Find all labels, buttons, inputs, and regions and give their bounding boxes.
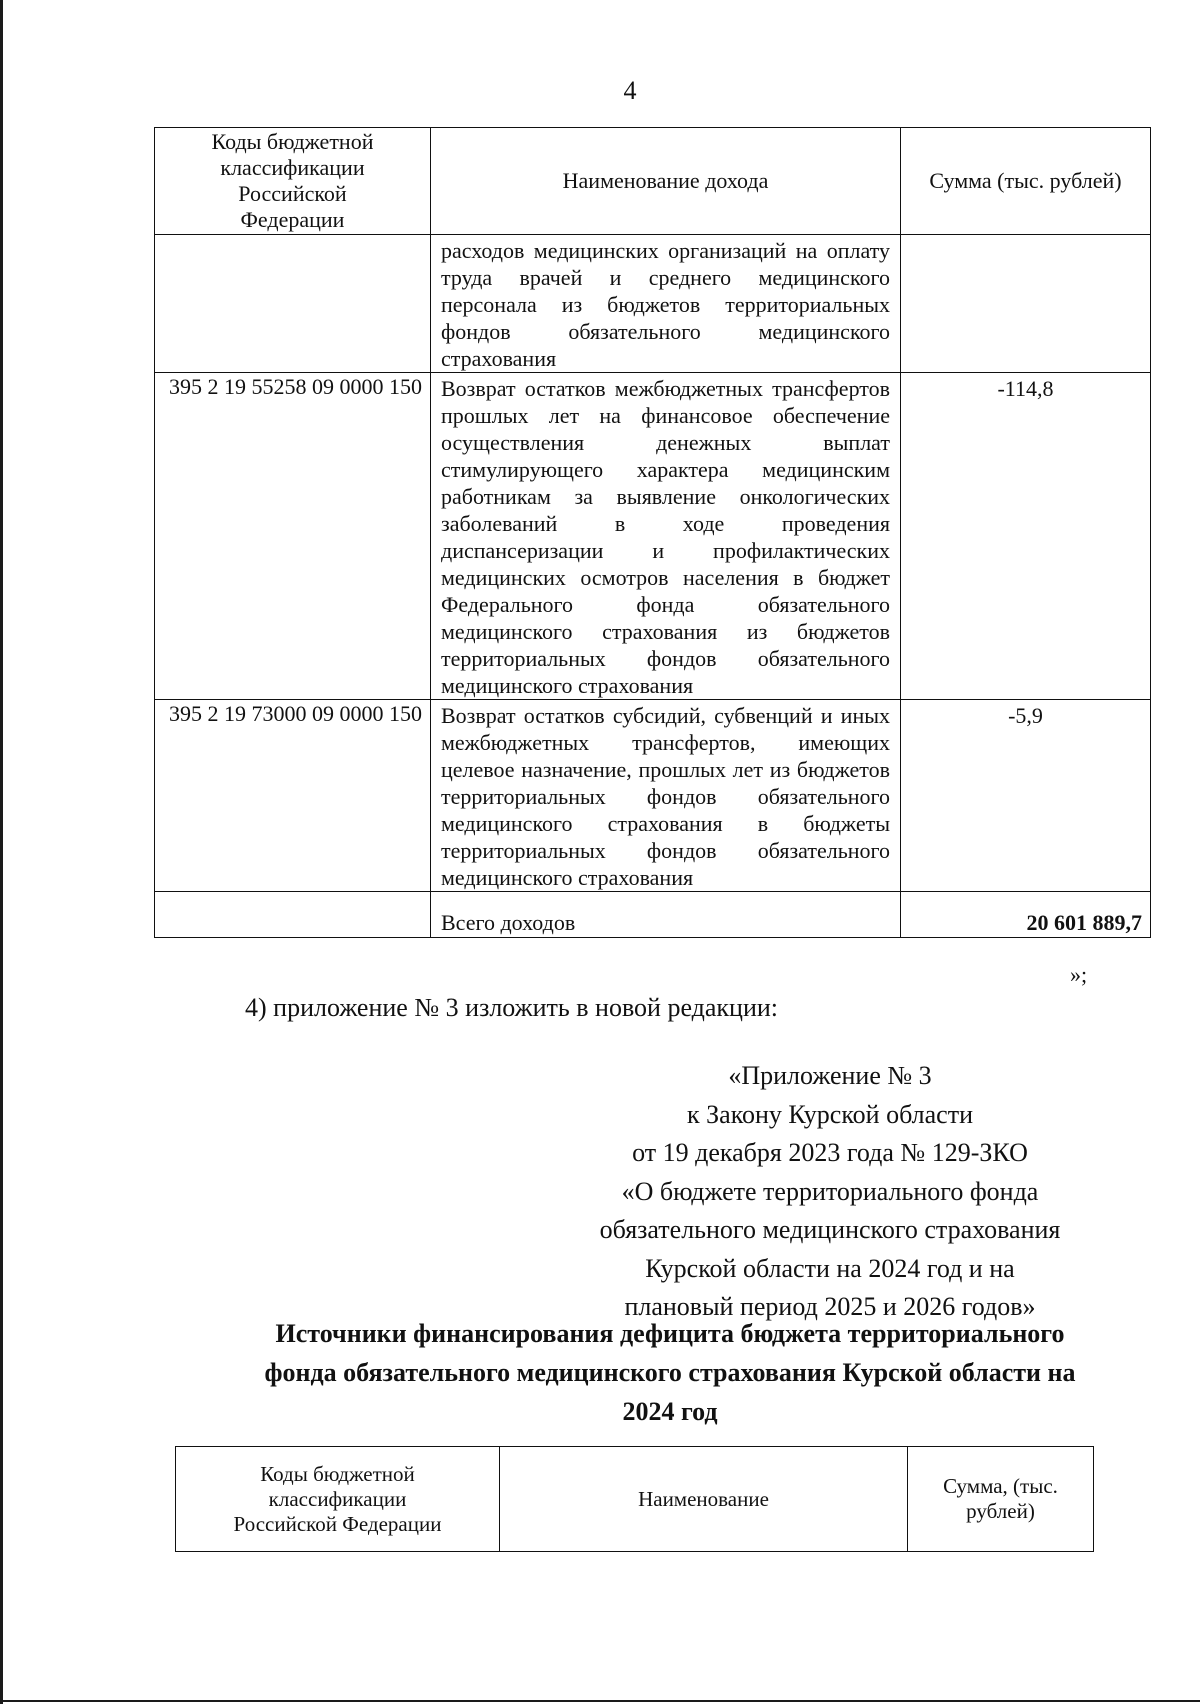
table-row — [155, 373, 1151, 700]
total-label: Всего доходов — [431, 892, 901, 938]
appendix-line: от 19 декабря 2023 года № 129-ЗКО — [632, 1138, 1028, 1167]
clause-text: 4) приложение № 3 изложить в новой редакции: — [245, 993, 779, 1022]
income-table — [154, 127, 1151, 938]
row-sum — [901, 235, 1151, 373]
income-table-header-row — [155, 128, 1151, 235]
table-row — [155, 700, 1151, 892]
total-row — [155, 892, 1151, 938]
appendix-line: «О бюджете территориального фонда — [621, 1176, 1039, 1206]
sources-header-name: Наименование — [500, 1447, 908, 1552]
row-sum: -114,8 — [901, 373, 1151, 700]
closing-quote: »; — [1070, 962, 1088, 987]
page-number: 4 — [623, 76, 637, 105]
scan-edge-bottom — [0, 1700, 1200, 1702]
sources-table — [175, 1446, 1094, 1552]
appendix-line: к Закону Курской области — [687, 1099, 973, 1129]
appendix-line: плановый период 2025 и 2026 годов» — [624, 1292, 1036, 1321]
row-name: Возврат остатков межбюджетных трансфертов прошлых лет на финансовое обеспечение осуществления денежных выплат стимулирующего характера медицинским работникам за выявление онкологических заболеваний в ходе проведения диспансеризации и профилактических медицинских осмотров населения в бюджет Федерального фонда обязательного медицинского страхования из бюджетов территориальных фондов обязательного медицинского страхования — [431, 373, 901, 700]
sources-title: Источники финансирования дефицита бюджета территориального фонда обязательного медицинского страхования Курской области на 2024 год — [264, 1319, 1076, 1426]
row-name: расходов медицинских организаций на оплату труда врачей и среднего медицинского персонала из бюджетов территориальных фондов обязательного медицинского страхования — [431, 235, 901, 373]
appendix-header — [570, 1057, 1090, 1327]
total-sum: 20 601 889,7 — [901, 892, 1151, 938]
sources-table-header-row — [176, 1447, 1094, 1552]
row-code — [155, 235, 431, 373]
income-header-name: Наименование дохода — [431, 128, 901, 235]
scan-edge-left — [0, 0, 3, 1704]
appendix-line: обязательного медицинского страхования — [599, 1215, 1061, 1244]
row-code: 395 2 19 73000 09 0000 150 — [155, 700, 431, 892]
row-name: Возврат остатков субсидий, субвенций и иных межбюджетных трансфертов, имеющих целевое назначение, прошлых лет из бюджетов территориальных фондов обязательного медицинского страхования в бюджеты территориальных фондов обязательного медицинского страхования — [431, 700, 901, 892]
appendix-line: «Приложение № 3 — [728, 1061, 932, 1090]
income-header-sum: Сумма (тыс. рублей) — [901, 128, 1151, 235]
income-header-code: Коды бюджетной классификации Российской Федерации — [155, 128, 431, 235]
row-sum: -5,9 — [901, 700, 1151, 892]
row-code: 395 2 19 55258 09 0000 150 — [155, 373, 431, 700]
appendix-line: Курской области на 2024 год и на — [645, 1253, 1015, 1283]
total-code-cell — [155, 892, 431, 938]
table-row — [155, 235, 1151, 373]
sources-header-code: Коды бюджетной классификации Российской Федерации — [176, 1447, 500, 1552]
sources-header-sum: Сумма, (тыс. рублей) — [908, 1447, 1094, 1552]
